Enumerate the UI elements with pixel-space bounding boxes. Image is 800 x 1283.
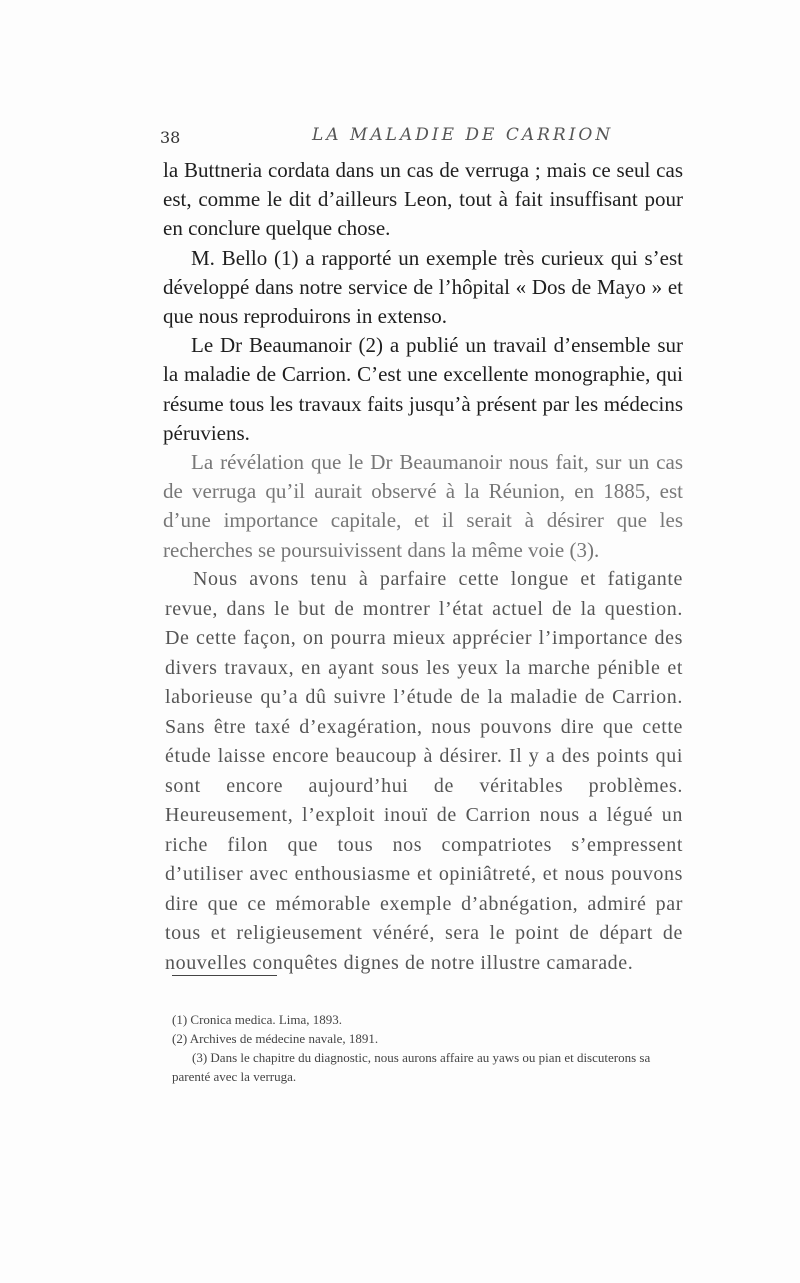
paragraph-2: M. Bello (1) a rapporté un exemple très curieux qui s’est développé dans notre service de l’hôpital « Dos de Mayo » et que nous reproduirons in extenso.: [163, 245, 683, 329]
footnote-1: (1) Cronica medica. Lima, 1893.: [172, 1012, 343, 1027]
running-title: LA MALADIE DE CARRION: [312, 125, 614, 145]
body-text: [163, 156, 683, 565]
footnote-2: (2) Archives de médecine navale, 1891.: [172, 1031, 379, 1046]
footnote-3: (3) Dans le chapitre du diagnostic, nous aurons affaire au yaws ou pian et discuterons sa parenté avec la verruga.: [172, 1050, 651, 1084]
closing-section: [165, 565, 683, 978]
page-number: 38: [160, 128, 181, 147]
paragraph-1: la Buttneria cordata dans un cas de verruga ; mais ce seul cas est, comme le dit d’ailleurs Leon, tout à fait insuffisant pour en conclure quelque chose.: [163, 158, 683, 241]
closing-paragraph: Nous avons tenu à parfaire cette longue et fatigante revue, dans le but de montrer l’état actuel de la question. De cette façon, on pourra mieux apprécier l’importance des divers travaux, en ayant sous les yeux la marche pénible et laborieuse qu’a dû suivre l’étude de la maladie de Carrion. Sans être taxé d’exagération, nous pouvons dire que cette étude laisse encore beaucoup à désirer. Il y a des points qui sont encore aujourd’hui de véritables problèmes. Heureusement, l’exploit inouï de Carrion nous a légué un riche filon que tous nos compatriotes s’empressent d’utiliser avec enthousiasme et opiniâtreté, et nous pouvons dire que ce mémorable exemple d’abnégation, admiré par tous et religieusement vénéré, sera le point de départ de nouvelles conquêtes dignes de notre illustre camarade.: [165, 568, 683, 974]
footnote-divider: [172, 975, 277, 976]
footnotes: [172, 1010, 682, 1086]
paragraph-4: La révélation que le Dr Beaumanoir nous fait, sur un cas de verruga qu’il aurait observé à la Réunion, en 1885, est d’une importance capitale, et il serait à désirer que les recherches se poursuivissent dans la même voie (3).: [163, 450, 683, 562]
paragraph-3: Le Dr Beaumanoir (2) a publié un travail d’ensemble sur la maladie de Carrion. C’est une excellente monographie, qui résume tous les travaux faits jusqu’à présent par les médecins péruviens.: [163, 333, 683, 445]
